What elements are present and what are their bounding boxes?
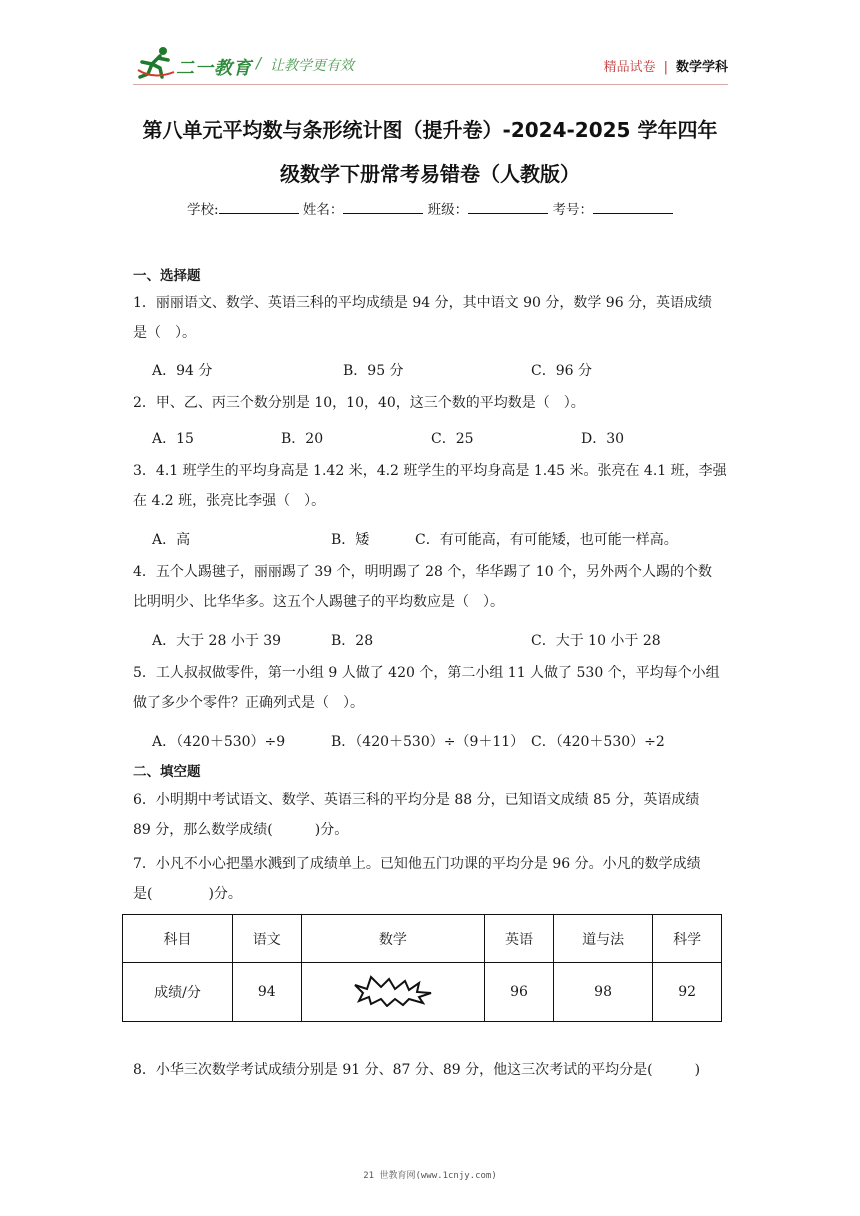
score-math-ink-splash: [301, 963, 485, 1022]
q2-option-b: B．20: [281, 431, 324, 447]
school-blank: [219, 200, 299, 214]
q6-line1: 6．小明期中考试语文、数学、英语三科的平均分是 88 分，已知语文成绩 85 分，英语成绩: [133, 792, 700, 808]
header-english: 英语: [485, 915, 554, 963]
page-footer: 21 世教育网(www.1cnjy.com): [363, 1171, 497, 1181]
q1-option-b: B．95 分: [343, 363, 404, 379]
q4-option-b: B．28: [331, 633, 374, 649]
q5-line1: 5．工人叔叔做零件，第一小组 9 人做了 420 个，第二小组 11 人做了 530 个，平均每个小组: [133, 665, 720, 681]
logo-text: 二一教育: [176, 58, 252, 79]
q3-option-b: B．矮: [331, 532, 370, 548]
score-science: 92: [653, 963, 722, 1022]
score-table-header-row: [123, 915, 722, 963]
brand-logo: [136, 44, 376, 84]
question-2: [133, 388, 731, 418]
header-subject: 科目: [123, 915, 233, 963]
q4-line1: 4．五个人踢毽子，丽丽踢了 39 个，明明踢了 28 个，华华踢了 10 个，另外两个人踢的个数: [133, 564, 713, 580]
q8-line1: 8．小华三次数学考试成绩分别是 91 分、87 分、89 分，他这三次考试的平均分是( ): [133, 1062, 701, 1078]
question-4: [133, 557, 731, 617]
q4-option-c: C．大于 10 小于 28: [531, 633, 661, 649]
logo-slogan: 让教学更有效: [270, 58, 354, 74]
q3-option-a: A．高: [152, 532, 191, 548]
q5-line2: 做了多少个零件？正确列式是（ ）。: [133, 695, 364, 711]
question-8: [133, 1055, 731, 1085]
name-label: 姓名：: [302, 202, 344, 218]
q3-line2: 在 4.2 班，张亮比李强（ ）。: [133, 493, 326, 509]
student-info: [120, 198, 740, 218]
question-7: [133, 849, 731, 909]
q2-option-d: D．30: [581, 431, 625, 447]
class-label: 班级：: [427, 202, 469, 218]
q1-option-c: C．96 分: [531, 363, 592, 379]
question-1: [133, 288, 731, 348]
exam-no-label: 考号：: [552, 202, 593, 218]
q3-line1: 3．4.1 班学生的平均身高是 1.42 米，4.2 班学生的平均身高是 1.45 米。张亮在 4.1 班，李强: [133, 463, 727, 479]
question-6: [133, 785, 731, 845]
section-fill: 二、填空题: [133, 764, 201, 780]
section-choice: 一、选择题: [133, 268, 201, 284]
header-chinese: 语文: [233, 915, 302, 963]
q6-line2: 89 分，那么数学成绩( )分。: [133, 822, 349, 838]
exam-no-blank: [593, 200, 673, 214]
header-math: 数学: [301, 915, 485, 963]
page-title-line1: 第八单元平均数与条形统计图（提升卷）-2024-2025 学年四年: [142, 118, 718, 142]
q4-line2: 比明明少、比华华多。这五个人踢毽子的平均数应是（ ）。: [133, 594, 504, 610]
score-english: 96: [485, 963, 554, 1022]
question-5: [133, 658, 731, 718]
q3-option-c: C．有可能高，有可能矮，也可能一样高。: [415, 532, 678, 548]
logo-slash: /: [256, 54, 262, 72]
q5-option-a: A．（420＋530）÷9: [152, 734, 286, 750]
subject-tag: 数学学科: [675, 60, 728, 75]
class-blank: [468, 200, 548, 214]
score-table-score-row: [123, 963, 722, 1022]
q1-line2: 是（ ）。: [133, 325, 196, 341]
q7-line1: 7．小凡不小心把墨水溅到了成绩单上。已知他五门功课的平均分是 96 分。小凡的数学成绩: [133, 856, 701, 872]
quality-tag: 精品试卷: [603, 60, 656, 75]
q4-option-a: A．大于 28 小于 39: [152, 633, 282, 649]
score-morality-law: 98: [553, 963, 653, 1022]
school-label: 学校:: [187, 202, 219, 218]
q7-line2: 是( )分。: [133, 886, 242, 902]
name-blank: [343, 200, 423, 214]
header-divider: [133, 84, 728, 85]
q2-option-c: C．25: [431, 431, 474, 447]
runner-logo-icon: [136, 46, 176, 80]
score-chinese: 94: [233, 963, 302, 1022]
q2-line1: 2．甲、乙、丙三个数分别是 10，10，40，这三个数的平均数是（ ）。: [133, 395, 585, 411]
q1-option-a: A．94 分: [152, 363, 213, 379]
q5-option-c: C．（420＋530）÷2: [531, 734, 665, 750]
header-morality-law: 道与法: [553, 915, 653, 963]
header-science: 科学: [653, 915, 722, 963]
page-title-line2: 级数学下册常考易错卷（人教版）: [280, 162, 580, 186]
header-separator: |: [663, 60, 668, 75]
q1-line1: 1．丽丽语文、数学、英语三科的平均成绩是 94 分，其中语文 90 分，数学 96 分，英语成绩: [133, 295, 713, 311]
q2-option-a: A．15: [152, 431, 194, 447]
header-tags: [604, 56, 728, 75]
q5-option-b: B．（420＋530）÷（9＋11）: [331, 734, 525, 750]
question-3: [133, 456, 731, 516]
ink-splash-icon: [353, 973, 433, 1007]
row-label-score: 成绩/分: [123, 963, 233, 1022]
score-table: [122, 914, 722, 1022]
